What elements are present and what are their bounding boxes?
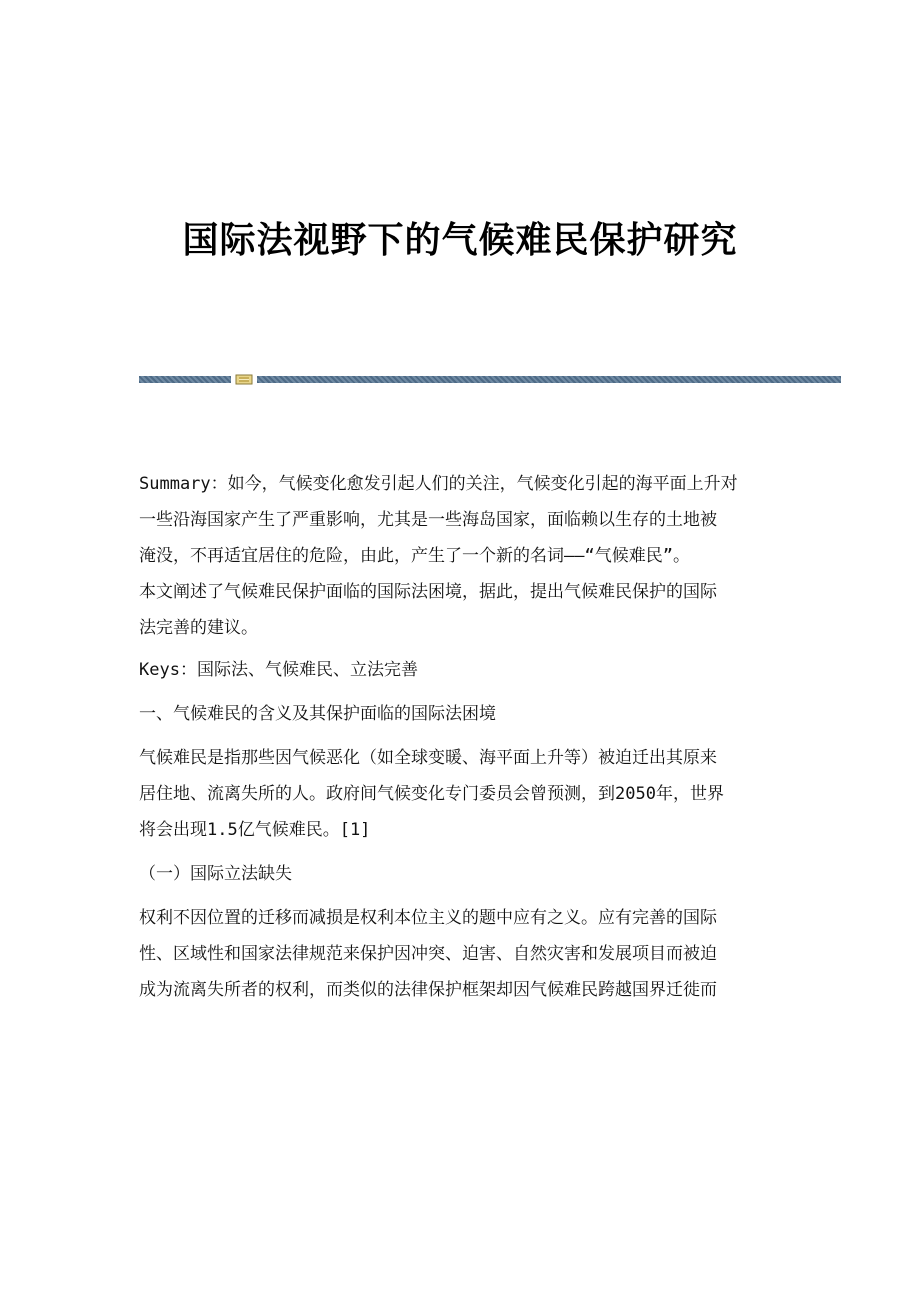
body-paragraph	[139, 740, 789, 848]
body-paragraph	[139, 900, 789, 1008]
paragraph-line: 气候难民是指那些因气候恶化（如全球变暖、海平面上升等）被迫迁出其原来	[139, 748, 717, 768]
paragraph-line: 权利不因位置的迁移而减损是权利本位主义的题中应有之义。应有完善的国际	[139, 908, 717, 928]
subsection-heading: （一）国际立法缺失	[139, 864, 292, 884]
summary-line: 法完善的建议。	[139, 618, 258, 638]
paragraph-line: 居住地、流离失所的人。政府间气候变化专门委员会曾预测，到2050年，世界	[139, 784, 724, 804]
summary-paragraph	[139, 466, 789, 646]
title-divider	[139, 374, 841, 385]
summary-line: Summary：如今，气候变化愈发引起人们的关注，气候变化引起的海平面上升对	[139, 474, 738, 494]
paragraph-line: 成为流离失所者的权利，而类似的法律保护框架却因气候难民跨越国界迁徙而	[139, 980, 717, 1000]
summary-line: 淹没，不再适宜居住的危险，由此，产生了一个新的名词——“气候难民”。	[139, 546, 690, 566]
summary-line: 本文阐述了气候难民保护面临的国际法困境，据此，提出气候难民保护的国际	[139, 582, 717, 602]
paragraph-line: 性、区域性和国家法律规范来保护因冲突、迫害、自然灾害和发展项目而被迫	[139, 944, 717, 964]
document-body	[139, 466, 789, 1016]
section-heading: 一、气候难民的含义及其保护面临的国际法困境	[139, 704, 496, 724]
document-title: 国际法视野下的气候难民保护研究	[182, 219, 738, 261]
paragraph-line: 将会出现1.5亿气候难民。[1]	[139, 820, 371, 840]
ornament-icon	[235, 374, 253, 385]
keywords-line: Keys：国际法、气候难民、立法完善	[139, 660, 418, 680]
summary-line: 一些沿海国家产生了严重影响，尤其是一些海岛国家，面临赖以生存的土地被	[139, 510, 717, 530]
divider-bar-right	[257, 376, 841, 383]
divider-bar-left	[139, 376, 231, 383]
